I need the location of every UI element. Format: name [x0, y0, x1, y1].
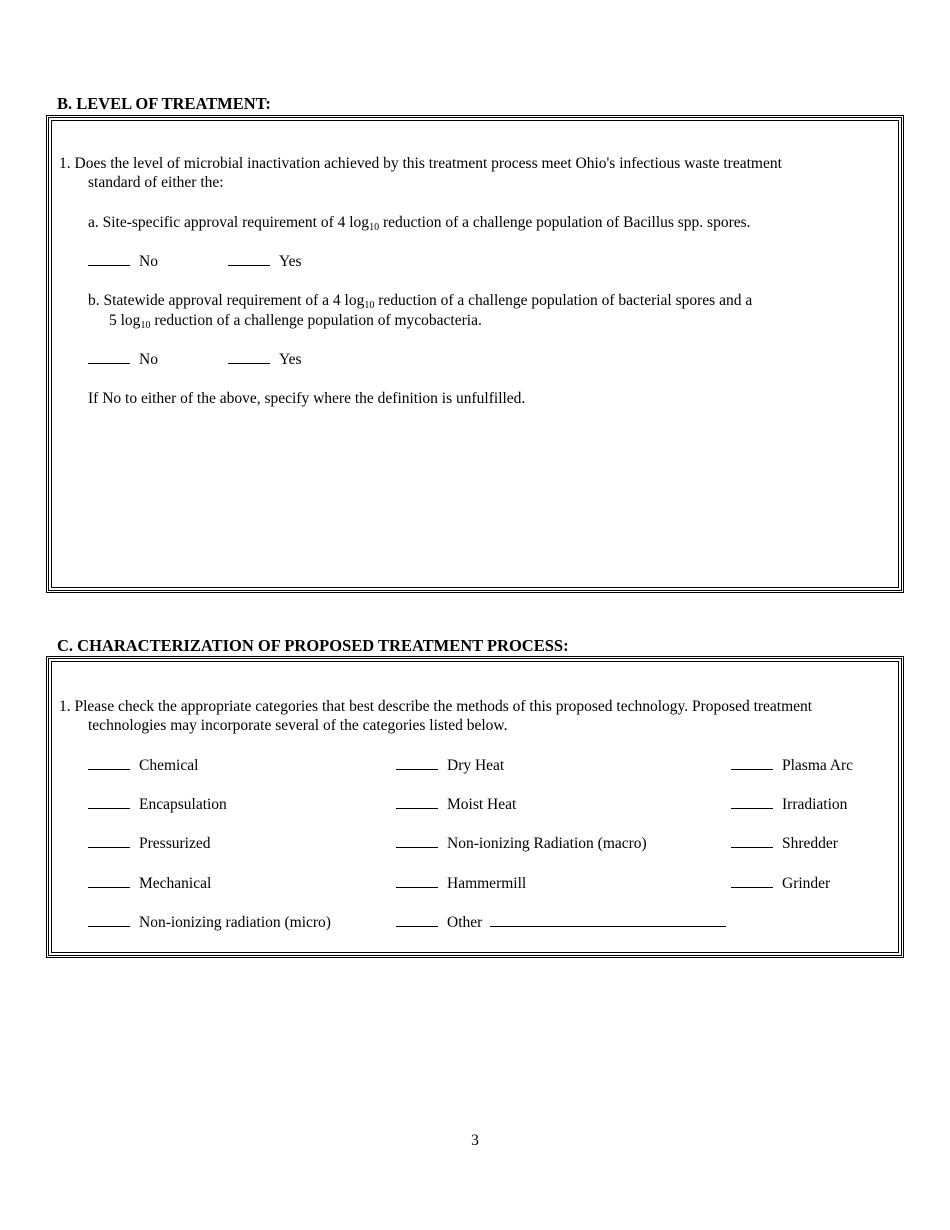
- checkbox-blank[interactable]: [731, 795, 773, 809]
- checkbox-blank[interactable]: [731, 874, 773, 888]
- checkbox-blank[interactable]: [88, 874, 130, 888]
- category-dry-heat[interactable]: Dry Heat: [396, 756, 504, 775]
- b-yes-blank[interactable]: [228, 350, 270, 364]
- section-b-box: [46, 115, 904, 593]
- category-irradiation[interactable]: Irradiation: [731, 795, 847, 814]
- category-plasma-arc[interactable]: Plasma Arc: [731, 756, 853, 775]
- category-non-ionizing-macro[interactable]: Non-ionizing Radiation (macro): [396, 834, 647, 853]
- section-b-heading: B. LEVEL OF TREATMENT:: [57, 94, 271, 113]
- a-yes-blank[interactable]: [228, 252, 270, 266]
- page-number: 3: [471, 1132, 479, 1149]
- c-question-1-line2: technologies may incorporate several of the categories listed below.: [88, 717, 508, 734]
- b-yes-field[interactable]: Yes: [228, 350, 302, 369]
- checkbox-blank[interactable]: [396, 834, 438, 848]
- b-question-1-line2: standard of either the:: [88, 174, 224, 191]
- b-question-1-line1: 1. Does the level of microbial inactivation achieved by this treatment process meet Ohio's infectious waste treatment: [59, 155, 782, 172]
- b-no-field[interactable]: No: [88, 350, 158, 369]
- if-no-instruction: If No to either of the above, specify where the definition is unfulfilled.: [88, 390, 526, 407]
- checkbox-blank[interactable]: [396, 756, 438, 770]
- checkbox-blank[interactable]: [88, 756, 130, 770]
- b-no-blank[interactable]: [88, 350, 130, 364]
- checkbox-blank[interactable]: [731, 756, 773, 770]
- a-no-field[interactable]: No: [88, 252, 158, 271]
- category-mechanical[interactable]: Mechanical: [88, 874, 211, 893]
- checkbox-blank[interactable]: [88, 795, 130, 809]
- section-c-heading: C. CHARACTERIZATION OF PROPOSED TREATMENT PROCESS:: [57, 636, 569, 655]
- category-encapsulation[interactable]: Encapsulation: [88, 795, 227, 814]
- checkbox-blank[interactable]: [88, 913, 130, 927]
- b-option-a: a. Site-specific approval requirement of 4 $\log_{10}$ reduction of a challenge population of Bacillus spp. spores.: [88, 214, 751, 233]
- category-chemical[interactable]: Chemical: [88, 756, 198, 775]
- category-non-ionizing-micro[interactable]: Non-ionizing radiation (micro): [88, 913, 331, 932]
- checkbox-blank[interactable]: [396, 913, 438, 927]
- a-yes-field[interactable]: Yes: [228, 252, 302, 271]
- category-shredder[interactable]: Shredder: [731, 834, 838, 853]
- c-question-1-line1: 1. Please check the appropriate categories that best describe the methods of this proposed technology. Proposed treatment: [59, 698, 813, 715]
- category-hammermill[interactable]: Hammermill: [396, 874, 526, 893]
- other-specify-field[interactable]: [490, 913, 726, 927]
- section-c-box: [46, 656, 904, 958]
- category-moist-heat[interactable]: Moist Heat: [396, 795, 516, 814]
- category-other[interactable]: Other: [396, 913, 726, 932]
- a-no-blank[interactable]: [88, 252, 130, 266]
- b-option-b-line2: 5 $\log_{10}$ reduction of a challenge population of mycobacteria.: [109, 312, 482, 331]
- checkbox-blank[interactable]: [396, 874, 438, 888]
- category-grinder[interactable]: Grinder: [731, 874, 830, 893]
- b-option-b-line1: b. Statewide approval requirement of a 4 $\log_{10}$ reduction of a challenge population of bacterial spores and a: [88, 292, 753, 311]
- unfulfilled-response-area[interactable]: [88, 416, 888, 576]
- checkbox-blank[interactable]: [396, 795, 438, 809]
- checkbox-blank[interactable]: [731, 834, 773, 848]
- checkbox-blank[interactable]: [88, 834, 130, 848]
- category-pressurized[interactable]: Pressurized: [88, 834, 210, 853]
